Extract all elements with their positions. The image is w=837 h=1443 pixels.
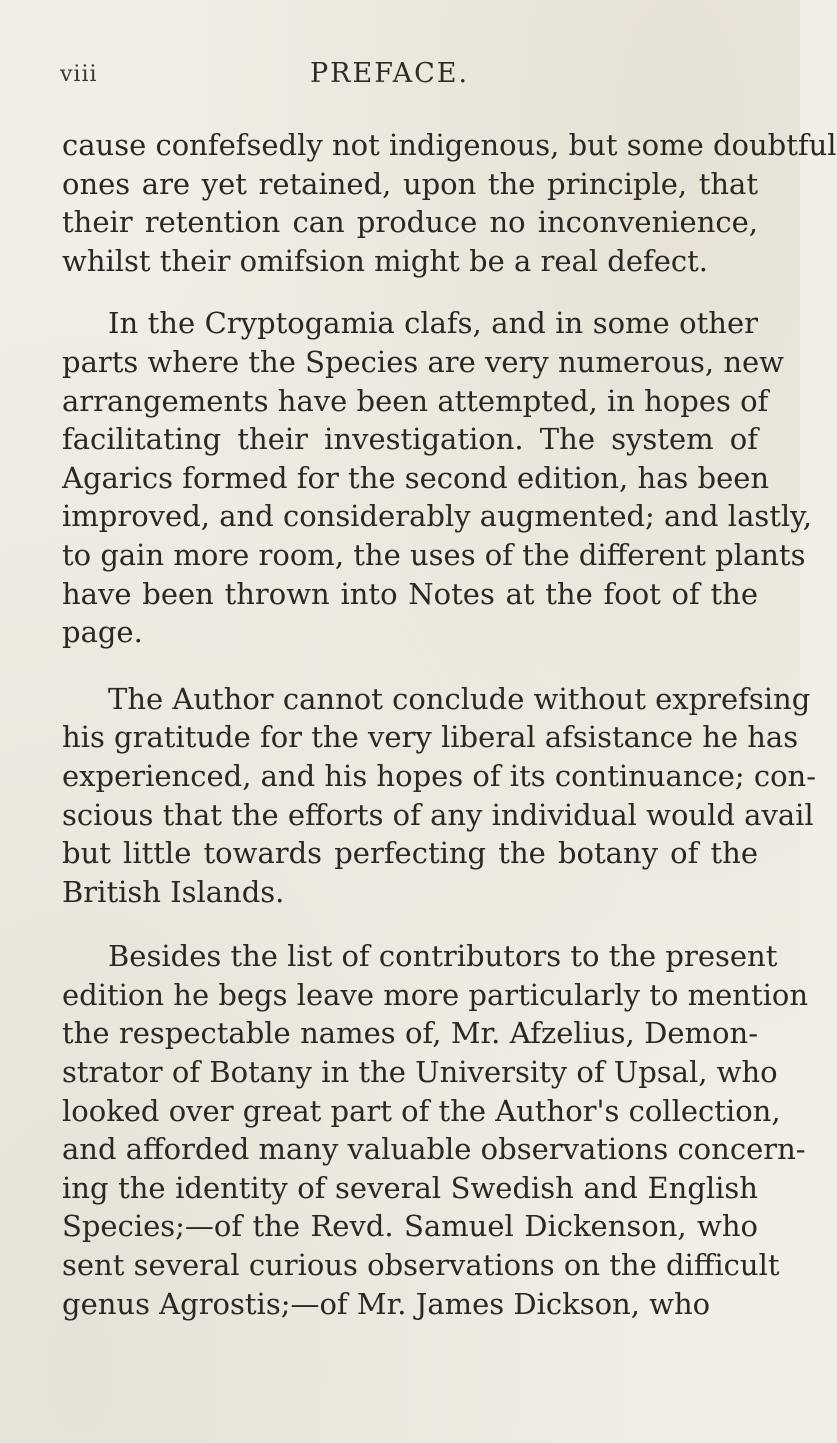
page-header <box>60 58 740 98</box>
text-line: page. <box>62 615 143 650</box>
text-line: looked over great part of the Author's collection, <box>62 1093 781 1128</box>
text-line: their retention can produce no inconvenience, <box>62 205 758 240</box>
paragraph <box>62 126 837 280</box>
text-line: Species;—of the Revd. Samuel Dickenson, who <box>62 1209 758 1244</box>
text-line: British Islands. <box>62 874 285 909</box>
text-line: Agarics formed for the second edition, has been <box>62 460 770 495</box>
text-line: have been thrown into Notes at the foot of the <box>62 576 758 611</box>
text-line: and afforded many valuable observations concern- <box>62 1132 806 1167</box>
paragraph <box>62 304 812 651</box>
text-line: scious that the efforts of any individual would avail <box>62 797 814 832</box>
text-line: but little towards perfecting the botany of the <box>62 836 758 871</box>
text-line: In the Cryptogamia clafs, and in some other <box>108 306 758 341</box>
paragraph <box>62 680 817 912</box>
text-line: genus Agrostis;—of Mr. James Dickson, who <box>62 1286 711 1321</box>
text-line: ones are yet retained, upon the principle, that <box>62 166 758 201</box>
text-line: strator of Botany in the University of Upsal, who <box>62 1055 778 1090</box>
text-line: edition he begs leave more particularly to mention <box>62 977 809 1012</box>
text-line: experienced, and his hopes of its continuance; con- <box>62 758 817 793</box>
text-line: improved, and considerably augmented; and lastly, <box>62 499 812 534</box>
text-line: the respectable names of, Mr. Afzelius, Demon- <box>62 1016 758 1051</box>
text-line: Besides the list of contributors to the present <box>108 939 778 974</box>
running-head: PREFACE. <box>310 58 470 89</box>
text-line: arrangements have been attempted, in hopes of <box>62 383 769 418</box>
text-line: to gain more room, the uses of the different plants <box>62 537 806 572</box>
text-line: facilitating their investigation. The system of <box>62 422 758 457</box>
text-line: cause confefsedly not indigenous, but some doubtful <box>62 128 837 162</box>
text-line: sent several curious observations on the difficult <box>62 1248 780 1283</box>
body-text <box>62 126 837 1349</box>
text-line: whilst their omifsion might be a real defect. <box>62 243 709 278</box>
text-line: his gratitude for the very liberal afsistance he has <box>62 720 799 755</box>
text-line: parts where the Species are very numerous, new <box>62 344 784 379</box>
text-line: The Author cannot conclude without exprefsing <box>108 681 811 716</box>
text-line: ing the identity of several Swedish and English <box>62 1170 758 1205</box>
paragraph <box>62 937 809 1323</box>
page-number: viii <box>60 62 98 87</box>
